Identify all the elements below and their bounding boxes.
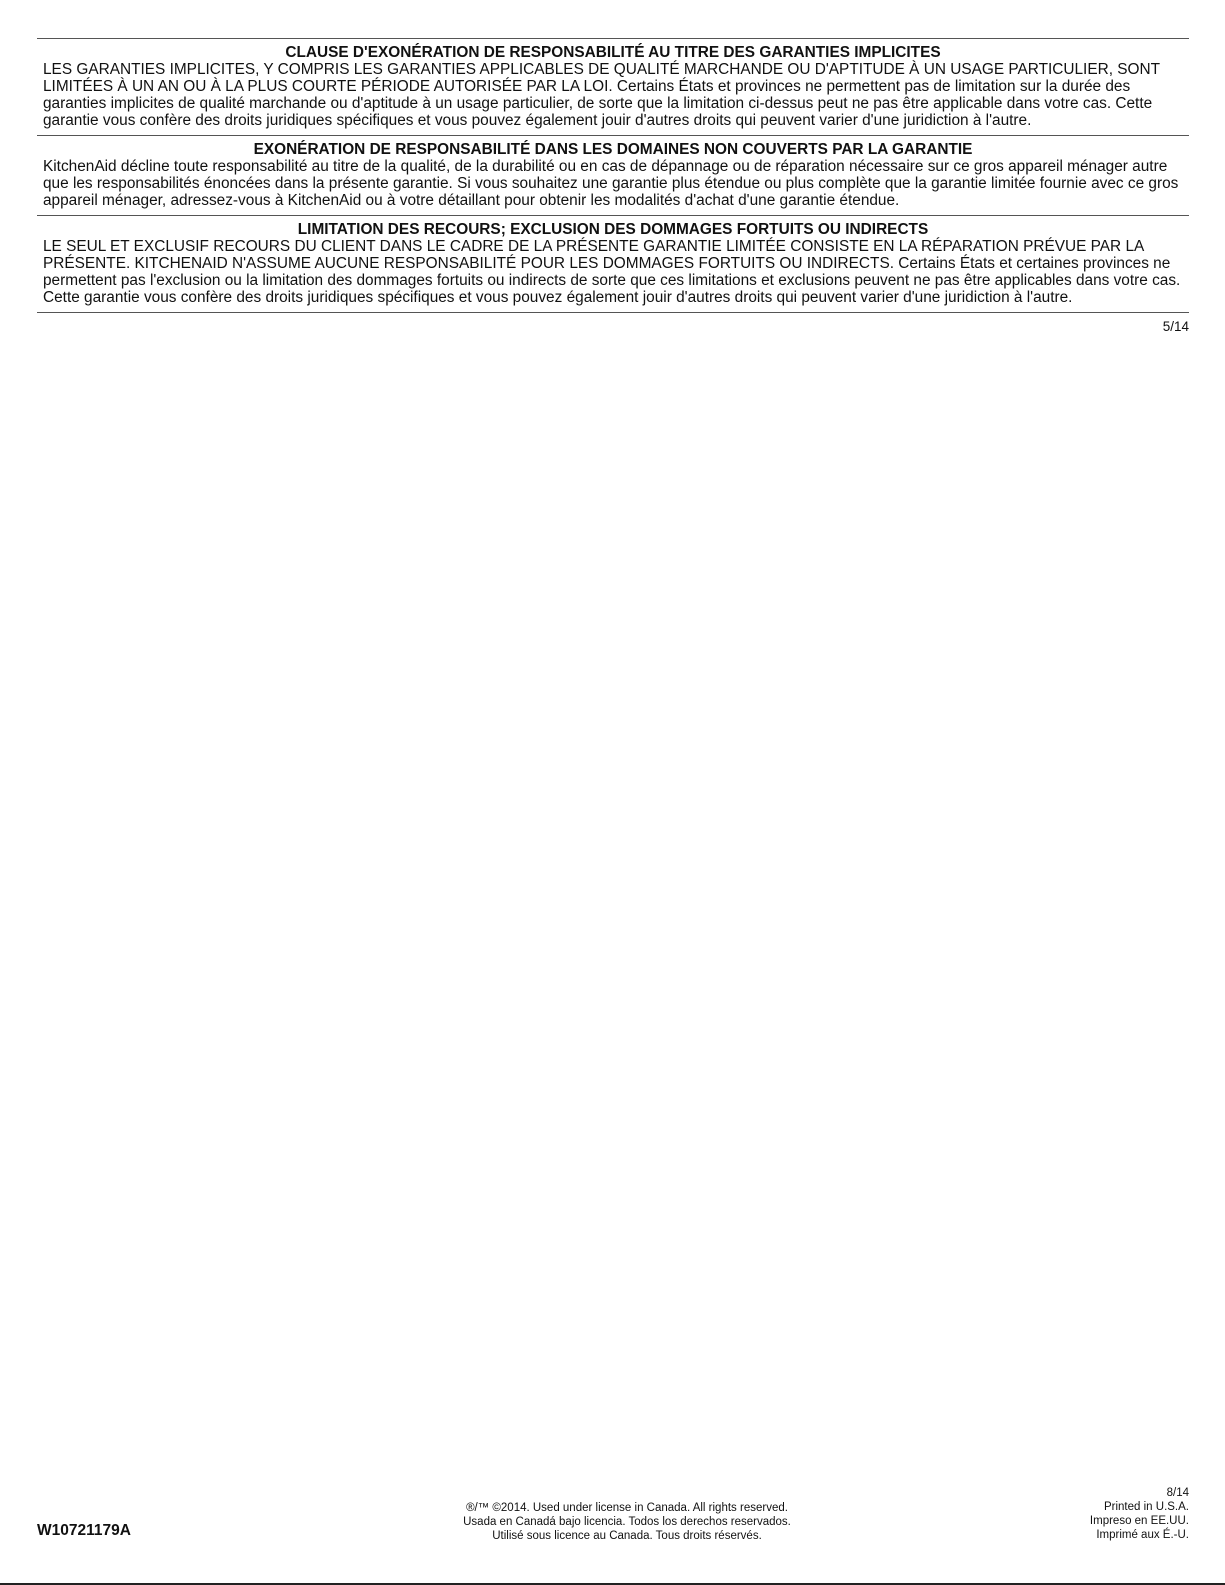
section-title: LIMITATION DES RECOURS; EXCLUSION DES DOMMAGES FORTUITS OU INDIRECTS [297,221,929,238]
page-number: 5/14 [1162,319,1189,334]
copyright-block [327,1501,927,1543]
printed-in-fr: Imprimé aux É.-U. [1096,1529,1189,1541]
divider [37,312,1189,313]
copyright-line-fr: Utilisé sous licence au Canada. Tous droits réservés. [492,1530,762,1542]
section-limitation-of-remedies [37,216,1189,312]
section-title: EXONÉRATION DE RESPONSABILITÉ DANS LES DOMAINES NON COUVERTS PAR LA GARANTIE [253,141,973,158]
section-body: LES GARANTIES IMPLICITES, Y COMPRIS LES GARANTIES APPLICABLES DE QUALITÉ MARCHANDE OU D'APTITUDE À UN USAGE PARTICULIER, SONT LIMITÉES À UN AN OU À LA PLUS COURTE PÉRIODE AUTORISÉE PAR LA LOI. Certains États et provinces ne permettent pas de limitation sur la durée des garanties implicites de qualité marchande ou d'aptitude à un usage particulier, de sorte que la limitation ci-dessus peut ne pas être applicable dans votre cas. Cette garantie vous confère des droits juridiques spécifiques et vous pouvez également jouir d'autres droits qui peuvent varier d'une juridiction à l'autre. [43,61,1160,129]
section-disclaimer-not-covered [37,136,1189,215]
part-number: W10721179A [37,1522,131,1539]
printed-in-en: Printed in U.S.A. [1103,1501,1189,1513]
printed-in-es: Impreso en EE.UU. [1089,1515,1189,1527]
copyright-line-en: ®/™ ©2014. Used under license in Canada. All rights reserved. [466,1502,788,1514]
section-title: CLAUSE D'EXONÉRATION DE RESPONSABILITÉ AU TITRE DES GARANTIES IMPLICITES [285,44,941,61]
print-info [1090,1486,1189,1542]
section-implied-warranties [37,39,1189,135]
copyright-line-es: Usada en Canadá bajo licencia. Todos los derechos reservados. [463,1516,791,1528]
page-footer [37,1486,1189,1546]
print-date: 8/14 [1166,1487,1189,1499]
warranty-content [37,38,1189,334]
section-body: LE SEUL ET EXCLUSIF RECOURS DU CLIENT DANS LE CADRE DE LA PRÉSENTE GARANTIE LIMITÉE CONSISTE EN LA RÉPARATION PRÉVUE PAR LA PRÉSENTE. KITCHENAID N'ASSUME AUCUNE RESPONSABILITÉ POUR LES DOMMAGES FORTUITS OU INDIRECTS. Certains États et certaines provinces ne permettent pas l'exclusion ou la limitation des dommages fortuits ou indirects de sorte que ces limitations et exclusions peuvent ne pas être applicables dans votre cas. Cette garantie vous confère des droits juridiques spécifiques et vous pouvez également jouir d'autres droits qui peuvent varier d'une juridiction à l'autre. [43,238,1181,306]
section-body: KitchenAid décline toute responsabilité au titre de la qualité, de la durabilité ou en cas de dépannage ou de réparation nécessaire sur ce gros appareil ménager autre que les responsabilités énoncées dans la présente garantie. Si vous souhaitez une garantie plus étendue ou plus complète que la garantie limitée fournie avec ce gros appareil ménager, adressez-vous à KitchenAid ou à votre détaillant pour obtenir les modalités d'achat d'une garantie étendue. [43,158,1179,209]
